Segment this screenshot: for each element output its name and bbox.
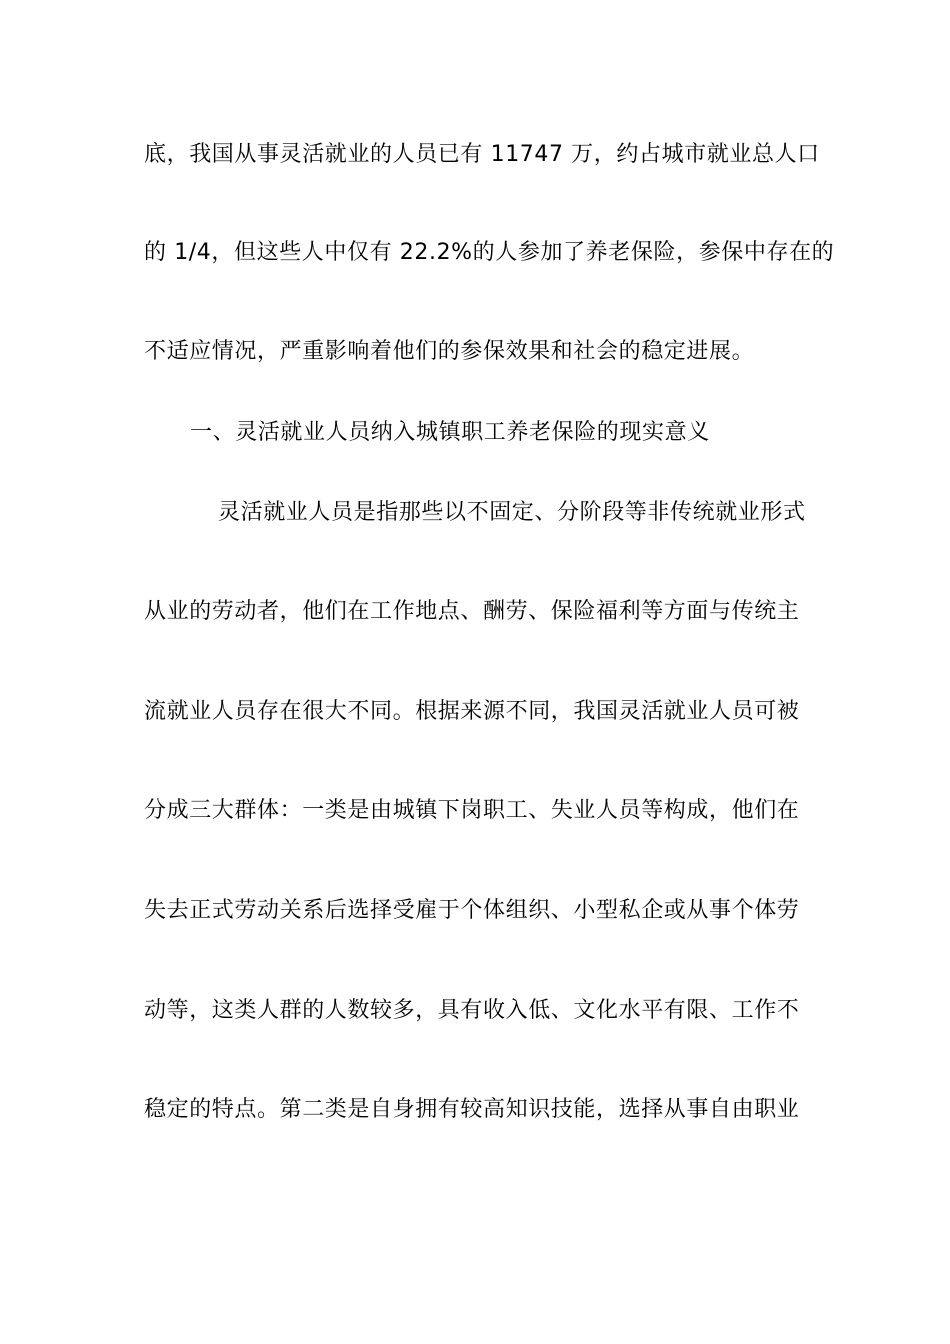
paragraph-line: 失去正式劳动关系后选择受雇于个体组织、小型私企或从事个体劳 [144, 898, 800, 923]
text-line: 底，我国从事灵活就业的人员已有 11747 万，约占城市就业总人口 [144, 142, 820, 167]
paragraph-line: 流就业人员存在很大不同。根据来源不同，我国灵活就业人员可被 [144, 699, 800, 724]
paragraph-line: 动等，这类人群的人数较多，具有收入低、文化水平有限、工作不 [144, 998, 800, 1023]
text-line: 的 1/4，但这些人中仅有 22.2%的人参加了养老保险，参保中存在的 [144, 240, 835, 265]
paragraph-line: 灵活就业人员是指那些以不固定、分阶段等非传统就业形式 [218, 500, 806, 525]
paragraph-line: 稳定的特点。第二类是自身拥有较高知识技能，选择从事自由职业 [144, 1097, 800, 1122]
section-heading: 一、灵活就业人员纳入城镇职工养老保险的现实意义 [190, 420, 710, 445]
text-line: 不适应情况，严重影响着他们的参保效果和社会的稳定进展。 [144, 339, 755, 364]
paragraph-line: 从业的劳动者，他们在工作地点、酬劳、保险福利等方面与传统主 [144, 599, 800, 624]
paragraph-line: 分成三大群体：一类是由城镇下岗职工、失业人员等构成，他们在 [144, 798, 800, 823]
